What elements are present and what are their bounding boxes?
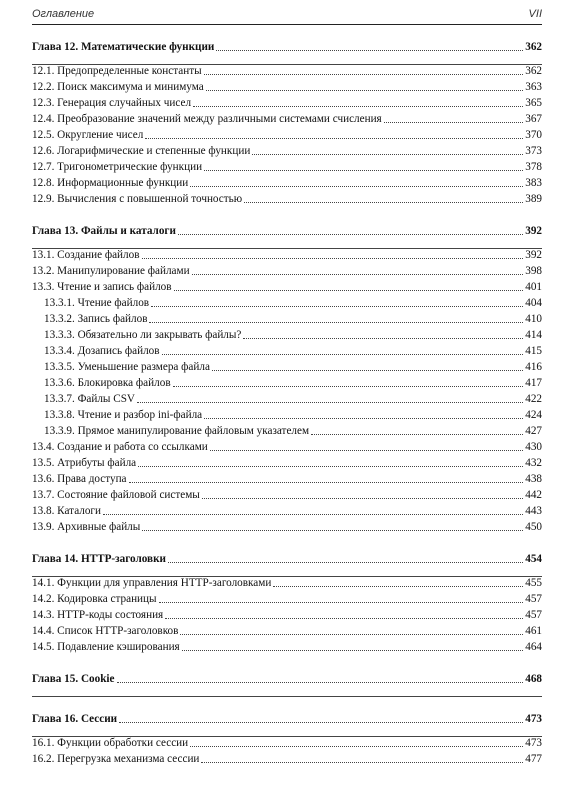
dot-leader — [142, 258, 524, 259]
toc-entry — [32, 328, 542, 342]
toc-entry-title: 16.2. Перегрузка механизма сессии — [32, 753, 200, 765]
toc-entry-page: 424 — [525, 409, 542, 421]
toc-entry — [32, 280, 542, 294]
toc-entry — [32, 176, 542, 190]
toc-entry — [32, 80, 542, 94]
dot-leader — [190, 186, 523, 187]
toc-entry — [32, 264, 542, 278]
dot-leader — [178, 234, 523, 235]
toc-entry-page: 373 — [525, 145, 542, 157]
toc-entry-title: Глава 12. Математические функции — [32, 41, 215, 53]
dot-leader — [384, 122, 524, 123]
dot-leader — [190, 746, 523, 747]
dot-leader — [173, 386, 524, 387]
toc-entry-page: 404 — [525, 297, 542, 309]
toc-entry-title: 13.3.3. Обязательно ли закрывать файлы? — [44, 329, 242, 341]
dot-leader — [192, 274, 524, 275]
dot-leader — [244, 202, 523, 203]
toc-entry-title: 14.2. Кодировка страницы — [32, 593, 157, 605]
toc-entry-page: 442 — [525, 489, 542, 501]
dot-leader — [142, 530, 523, 531]
dot-leader — [204, 74, 524, 75]
toc-chapter — [32, 672, 542, 686]
toc-entry-title: Глава 13. Файлы и каталоги — [32, 225, 176, 237]
dot-leader — [159, 602, 524, 603]
toc-entry-page: 362 — [525, 41, 542, 53]
dot-leader — [149, 322, 523, 323]
toc-entry — [32, 312, 542, 326]
toc-chapter — [32, 712, 542, 726]
dot-leader — [273, 586, 523, 587]
toc-entry — [32, 576, 542, 590]
toc-entry-title: 12.9. Вычисления с повышенной точностью — [32, 193, 243, 205]
toc-entry-page: 477 — [525, 753, 542, 765]
toc-entry-page: 383 — [525, 177, 542, 189]
toc-entry — [32, 144, 542, 158]
toc-entry — [32, 592, 542, 606]
toc-entry-page: 410 — [525, 313, 542, 325]
toc-entry — [32, 440, 542, 454]
dot-leader — [162, 354, 524, 355]
toc-entry-page: 389 — [525, 193, 542, 205]
dot-leader — [137, 402, 523, 403]
toc-entry — [32, 160, 542, 174]
toc-entry-page: 468 — [525, 673, 542, 685]
toc-entry-title: Глава 14. HTTP-заголовки — [32, 553, 166, 565]
header-title: Оглавление — [32, 8, 95, 20]
dot-leader — [201, 762, 523, 763]
toc-entry-page: 443 — [525, 505, 542, 517]
toc-entry-title: 13.9. Архивные файлы — [32, 521, 141, 533]
dot-leader — [180, 634, 523, 635]
toc-chapter — [32, 224, 542, 238]
dot-leader — [168, 562, 523, 563]
toc-entry-page: 473 — [525, 713, 542, 725]
toc-entry — [32, 128, 542, 142]
toc-entry-title: 12.1. Предопределенные константы — [32, 65, 202, 77]
toc-entry-title: 13.3. Чтение и запись файлов — [32, 281, 172, 293]
toc-entry — [32, 488, 542, 502]
toc-entry-title: 13.3.6. Блокировка файлов — [44, 377, 171, 389]
toc-entry-title: 14.4. Список HTTP-заголовков — [32, 625, 179, 637]
toc-entry-page: 473 — [525, 737, 542, 749]
dot-leader — [117, 682, 524, 683]
toc-entry-title: 12.5. Округление чисел — [32, 129, 144, 141]
toc-entry-title: 12.4. Преобразование значений между различными системами счисления — [32, 113, 382, 125]
toc-entry-title: 14.3. HTTP-коды состояния — [32, 609, 164, 621]
toc-entry-title: 12.2. Поиск максимума и минимума — [32, 81, 204, 93]
dot-leader — [252, 154, 523, 155]
toc-entry-page: 415 — [525, 345, 542, 357]
toc-entry — [32, 504, 542, 518]
toc-entry-title: 13.5. Атрибуты файла — [32, 457, 137, 469]
toc-entry — [32, 96, 542, 110]
toc-entry-page: 454 — [525, 553, 542, 565]
toc-entry-page: 378 — [525, 161, 542, 173]
toc-entry-title: 13.3.4. Дозапись файлов — [44, 345, 160, 357]
toc-entry-title: 13.7. Состояние файловой системы — [32, 489, 200, 501]
toc-entry — [32, 360, 542, 374]
toc-entry-title: 12.7. Тригонометрические функции — [32, 161, 203, 173]
dot-leader — [138, 466, 523, 467]
toc-entry-title: 13.6. Права доступа — [32, 473, 127, 485]
toc-entry-page: 432 — [525, 457, 542, 469]
toc-entry-page: 422 — [525, 393, 542, 405]
toc-entry — [32, 472, 542, 486]
header-page-number: VII — [528, 8, 542, 20]
toc-entry-page: 398 — [525, 265, 542, 277]
toc-entry-page: 367 — [525, 113, 542, 125]
toc-entry-title: 16.1. Функции обработки сессии — [32, 737, 189, 749]
toc-entry-page: 416 — [525, 361, 542, 373]
dot-leader — [212, 370, 523, 371]
toc-entry-page: 365 — [525, 97, 542, 109]
toc-entry-page: 401 — [525, 281, 542, 293]
toc-entry — [32, 520, 542, 534]
toc-entry-page: 455 — [525, 577, 542, 589]
toc-entry-page: 457 — [525, 609, 542, 621]
toc-entry — [32, 408, 542, 422]
toc-entry — [32, 424, 542, 438]
dot-leader — [151, 306, 523, 307]
toc-chapter — [32, 40, 542, 54]
dot-leader — [311, 434, 523, 435]
toc-entry-page: 427 — [525, 425, 542, 437]
toc-entry — [32, 624, 542, 638]
toc-entry-page: 450 — [525, 521, 542, 533]
toc-entry-title: 13.3.1. Чтение файлов — [44, 297, 150, 309]
toc-entry-title: Глава 16. Сессии — [32, 713, 118, 725]
dot-leader — [243, 338, 523, 339]
toc-entry-title: 13.3.9. Прямое манипулирование файловым указателем — [44, 425, 310, 437]
toc-entry-page: 363 — [525, 81, 542, 93]
toc-entry-title: 13.3.8. Чтение и разбор ini-файла — [44, 409, 203, 421]
toc-entry-title: 13.3.7. Файлы CSV — [44, 393, 136, 405]
dot-leader — [193, 106, 523, 107]
toc-entry — [32, 64, 542, 78]
toc-entry — [32, 376, 542, 390]
dot-leader — [103, 514, 523, 515]
toc-entry — [32, 752, 542, 766]
dot-leader — [145, 138, 523, 139]
toc-entry-page: 430 — [525, 441, 542, 453]
dot-leader — [119, 722, 523, 723]
toc-entry-title: 12.3. Генерация случайных чисел — [32, 97, 192, 109]
toc-entry-page: 392 — [525, 249, 542, 261]
toc-entry-title: 14.5. Подавление кэширования — [32, 641, 180, 653]
dot-leader — [210, 450, 523, 451]
toc-entry-title: 13.4. Создание и работа со ссылками — [32, 441, 208, 453]
toc-entry-title: 13.3.5. Уменьшение размера файла — [44, 361, 210, 373]
toc-entry-title: 14.1. Функции для управления HTTP-заголовками — [32, 577, 272, 589]
toc-entry-page: 457 — [525, 593, 542, 605]
dot-leader — [129, 482, 524, 483]
toc-entry-page: 464 — [525, 641, 542, 653]
dot-leader — [206, 90, 524, 91]
toc-entry-title: 13.2. Манипулирование файлами — [32, 265, 190, 277]
toc-entry-title: 12.6. Логарифмические и степенные функции — [32, 145, 251, 157]
dot-leader — [182, 650, 524, 651]
dot-leader — [204, 418, 523, 419]
toc-entry-page: 392 — [525, 225, 542, 237]
toc-entry-title: 13.1. Создание файлов — [32, 249, 140, 261]
toc-entry-title: 13.3.2. Запись файлов — [44, 313, 148, 325]
dot-leader — [204, 170, 523, 171]
dot-leader — [165, 618, 523, 619]
toc-entry — [32, 608, 542, 622]
toc-entry — [32, 344, 542, 358]
toc-entry-title: Глава 15. Cookie — [32, 673, 115, 685]
chapter-separator — [32, 696, 542, 697]
running-header — [32, 6, 542, 25]
dot-leader — [202, 498, 523, 499]
dot-leader — [174, 290, 524, 291]
toc-entry — [32, 640, 542, 654]
dot-leader — [216, 50, 523, 51]
toc-entry-page: 438 — [525, 473, 542, 485]
toc-entry — [32, 456, 542, 470]
toc-entry — [32, 112, 542, 126]
toc-entry-title: 13.8. Каталоги — [32, 505, 102, 517]
toc-entry — [32, 736, 542, 750]
toc-entry — [32, 296, 542, 310]
toc-entry — [32, 248, 542, 262]
toc-entry-page: 362 — [525, 65, 542, 77]
toc-entry-title: 12.8. Информационные функции — [32, 177, 189, 189]
toc-entry — [32, 392, 542, 406]
toc-entry-page: 461 — [525, 625, 542, 637]
toc-entry — [32, 192, 542, 206]
toc-chapter — [32, 552, 542, 566]
toc-entry-page: 370 — [525, 129, 542, 141]
toc-entry-page: 417 — [525, 377, 542, 389]
toc-entry-page: 414 — [525, 329, 542, 341]
